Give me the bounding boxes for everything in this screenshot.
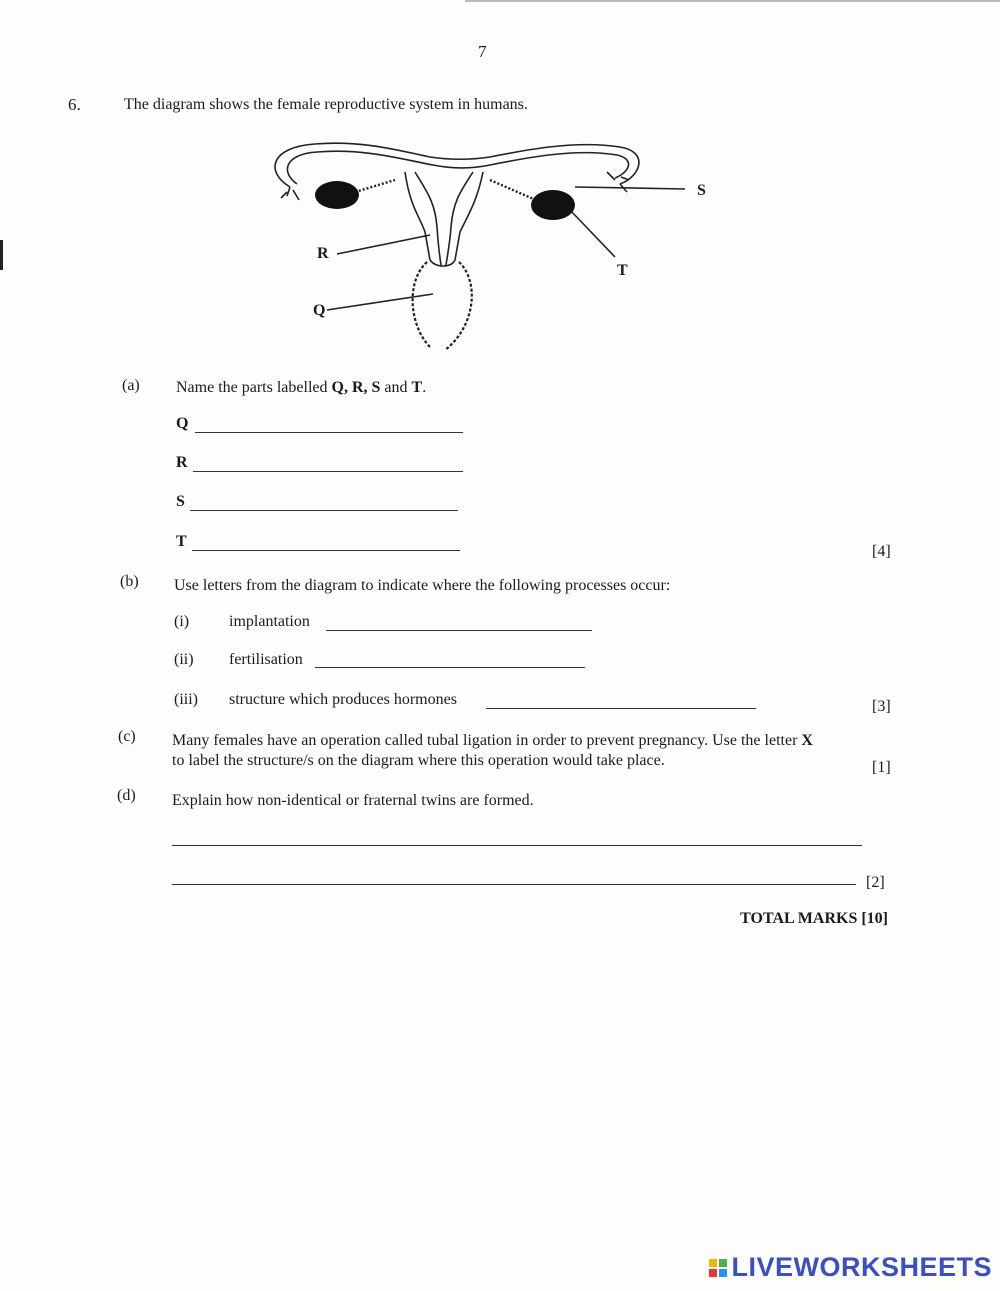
part-b-iii-text: structure which produces hormones (229, 691, 457, 708)
label-q: Q (313, 302, 326, 319)
answer-t-letter: T (176, 533, 187, 550)
part-c-marks: [1] (872, 759, 891, 776)
answer-s-field[interactable] (190, 510, 458, 511)
part-c-line1: Many females have an operation called tubal ligation in order to prevent pregnancy. Use the letter X (172, 732, 813, 749)
label-t: T (617, 262, 628, 279)
twins-answer-line-1[interactable] (172, 845, 862, 846)
part-b-question: Use letters from the diagram to indicate where the following processes occur: (174, 577, 671, 594)
part-b-ii-text: fertilisation (229, 651, 303, 668)
question-number: 6. (68, 95, 81, 114)
part-b-ii-num: (ii) (174, 651, 194, 668)
part-c-line2: to label the structure/s on the diagram where this operation would take place. (172, 752, 665, 769)
total-marks: TOTAL MARKS [10] (740, 910, 888, 927)
part-b-label: (b) (120, 573, 139, 590)
answer-r-letter: R (176, 454, 188, 471)
liveworksheets-logo (709, 1252, 992, 1283)
fertilisation-field[interactable] (315, 667, 585, 668)
part-d-marks: [2] (866, 874, 885, 891)
part-a-marks: [4] (872, 543, 891, 560)
logo-squares-icon (709, 1259, 727, 1277)
answer-r-field[interactable] (193, 471, 463, 472)
page-number: 7 (478, 42, 487, 61)
answer-s-letter: S (176, 493, 185, 510)
answer-t-field[interactable] (192, 550, 460, 551)
part-b-i-text: implantation (229, 613, 310, 630)
reproductive-system-diagram (255, 132, 725, 357)
question-intro: The diagram shows the female reproductive system in humans. (124, 96, 528, 113)
implantation-field[interactable] (326, 630, 592, 631)
answer-q-field[interactable] (195, 432, 463, 433)
part-d-label: (d) (117, 787, 136, 804)
scan-edge-line (465, 0, 1000, 2)
part-d-question: Explain how non-identical or fraternal twins are formed. (172, 792, 534, 809)
brand-name: LIVEWORKSHEETS (731, 1252, 992, 1282)
part-c-label: (c) (118, 728, 136, 745)
twins-answer-line-2[interactable] (172, 884, 856, 885)
part-b-iii-num: (iii) (174, 691, 198, 708)
part-a-label: (a) (122, 377, 140, 394)
answer-q-letter: Q (176, 415, 189, 432)
part-b-marks: [3] (872, 698, 891, 715)
part-b-i-num: (i) (174, 613, 190, 630)
hormones-field[interactable] (486, 708, 756, 709)
scan-edge-mark (0, 240, 3, 270)
label-s: S (697, 182, 706, 199)
part-a-question: Name the parts labelled Q, R, S and T. (176, 379, 427, 396)
label-r: R (317, 245, 329, 262)
